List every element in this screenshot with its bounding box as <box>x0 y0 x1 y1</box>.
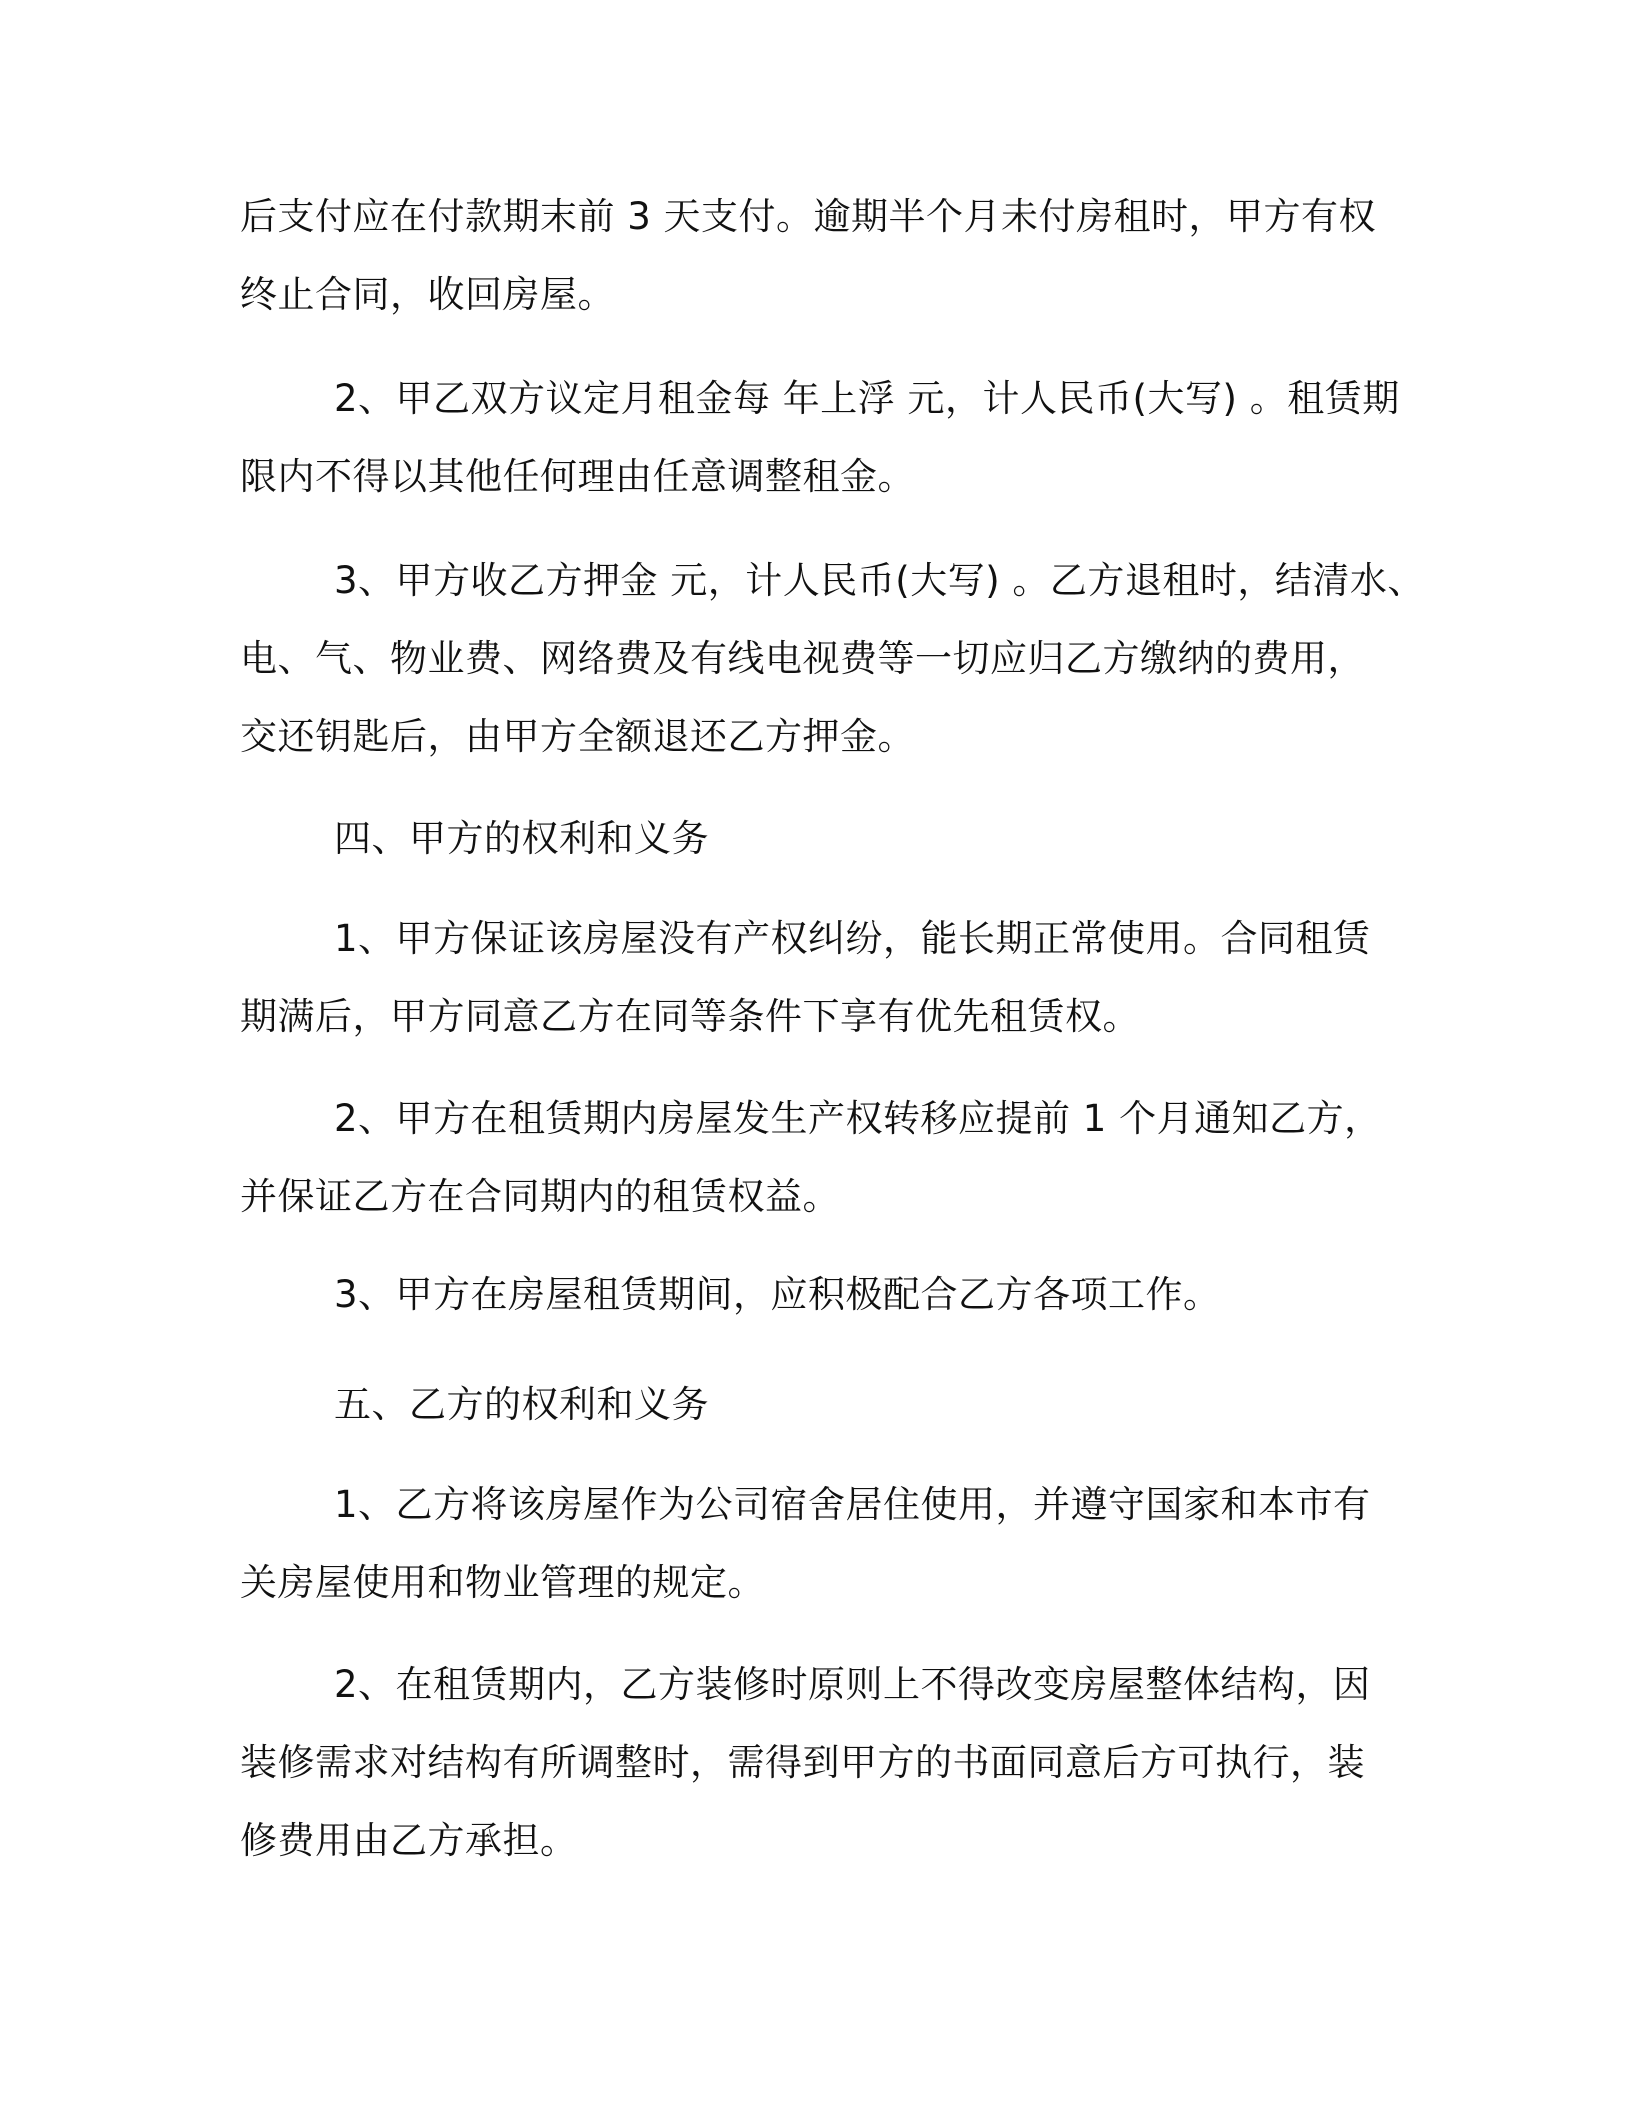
paragraph-payment-terms <box>240 178 1380 334</box>
text-line: 期满后，甲方同意乙方在同等条件下享有优先租赁权。 <box>240 995 1140 1038</box>
text-line: 四、甲方的权利和义务 <box>334 817 709 860</box>
paragraph-rent-amount <box>240 360 1400 516</box>
paragraph-party-a-cooperation <box>240 1256 1380 1334</box>
paragraph-party-b-renovation <box>240 1646 1380 1880</box>
text-line: 3、甲方收乙方押金 元，计人民币(大写) 。乙方退租时，结清水、 <box>334 559 1425 602</box>
text-line: 限内不得以其他任何理由任意调整租金。 <box>240 455 915 498</box>
text-line: 1、乙方将该房屋作为公司宿舍居住使用，并遵守国家和本市有 <box>334 1483 1371 1526</box>
text-line: 五、乙方的权利和义务 <box>334 1383 709 1426</box>
text-line: 后支付应在付款期末前 3 天支付。逾期半个月未付房租时，甲方有权 <box>240 195 1377 238</box>
section-heading-party-b <box>240 1366 1380 1444</box>
text-line: 关房屋使用和物业管理的规定。 <box>240 1561 765 1604</box>
text-line: 1、甲方保证该房屋没有产权纠纷，能长期正常使用。合同租赁 <box>334 917 1371 960</box>
text-line: 装修需求对结构有所调整时，需得到甲方的书面同意后方可执行，装 <box>240 1741 1365 1784</box>
text-line: 交还钥匙后，由甲方全额退还乙方押金。 <box>240 715 915 758</box>
text-line: 3、甲方在房屋租赁期间，应积极配合乙方各项工作。 <box>334 1273 1221 1316</box>
text-line: 并保证乙方在合同期内的租赁权益。 <box>240 1175 840 1218</box>
section-heading-party-a <box>240 800 1380 878</box>
text-line: 2、甲方在租赁期内房屋发生产权转移应提前 1 个月通知乙方， <box>334 1097 1382 1140</box>
text-line: 2、在租赁期内，乙方装修时原则上不得改变房屋整体结构，因 <box>334 1663 1371 1706</box>
paragraph-deposit <box>240 542 1425 776</box>
text-line: 电、气、物业费、网络费及有线电视费等一切应归乙方缴纳的费用， <box>240 637 1365 680</box>
paragraph-party-b-usage <box>240 1466 1380 1622</box>
text-line: 2、甲乙双方议定月租金每 年上浮 元，计人民币(大写) 。租赁期 <box>334 377 1400 420</box>
paragraph-party-a-transfer <box>240 1080 1380 1236</box>
text-line: 修费用由乙方承担。 <box>240 1819 578 1862</box>
text-line: 终止合同，收回房屋。 <box>240 273 615 316</box>
paragraph-party-a-guarantee <box>240 900 1380 1056</box>
